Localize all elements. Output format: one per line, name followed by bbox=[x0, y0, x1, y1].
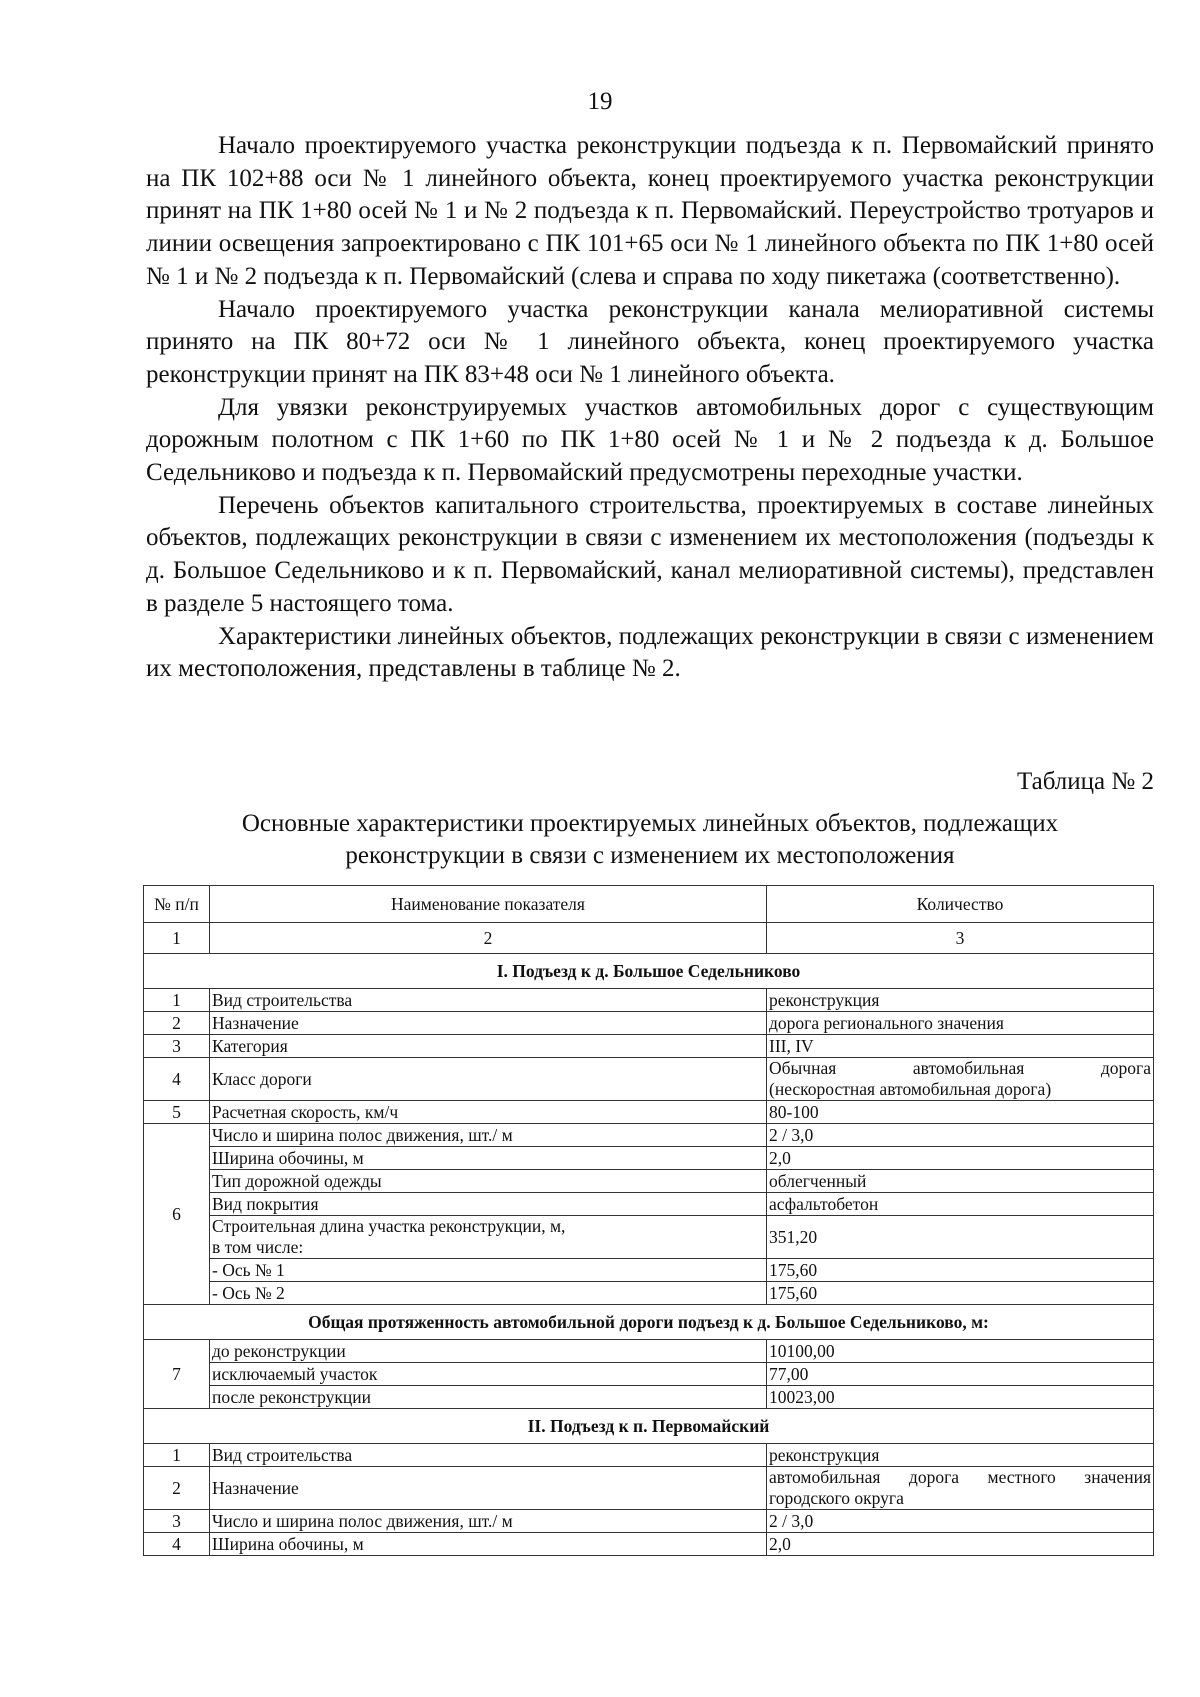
paragraph-5: Характеристики линейных объектов, подлежащих реконструкции в связи с изменением их местоположения, представлены в таблице № 2. bbox=[146, 622, 1154, 683]
row-value: асфальтобетон bbox=[767, 1193, 1154, 1216]
row-value bbox=[767, 1467, 1154, 1510]
table-row bbox=[144, 1533, 1154, 1556]
row-name: Расчетная скорость, км/ч bbox=[210, 1101, 767, 1124]
row-value: 2,0 bbox=[767, 1147, 1154, 1170]
row-number: 1 bbox=[144, 1444, 210, 1467]
row-number: 3 bbox=[144, 1035, 210, 1058]
row-number: 4 bbox=[144, 1533, 210, 1556]
paragraph-1: Начало проектируемого участка реконструкции подъезда к п. Первомайский принято на ПК 102+88 оси № 1 линейного объекта, конец проектируемого участка реконструкции принят на ПК 1+80 осей № 1 и № 2 подъезда к п. Первомайский. Переустройство тротуаров и линии освещения запроектировано с ПК 101+65 оси № 1 линейного объекта по ПК 1+80 осей № 1 и № 2 подъезда к п. Первомайский (слева и справа по ходу пикетажа (соответственно). bbox=[146, 132, 1154, 290]
table-index-row bbox=[144, 923, 1154, 954]
table-row bbox=[144, 1012, 1154, 1035]
row-name: Вид строительства bbox=[210, 989, 767, 1012]
table-row bbox=[144, 1340, 1154, 1363]
table-label: Таблица № 2 bbox=[1016, 768, 1154, 795]
row-value: облегченный bbox=[767, 1170, 1154, 1193]
table-row bbox=[144, 1444, 1154, 1467]
table-row bbox=[144, 1101, 1154, 1124]
table-row bbox=[144, 1510, 1154, 1533]
row-name bbox=[210, 1216, 767, 1259]
row-name: Ширина обочины, м bbox=[210, 1533, 767, 1556]
row-name: Вид покрытия bbox=[210, 1193, 767, 1216]
row-name: Число и ширина полос движения, шт./ м bbox=[210, 1124, 767, 1147]
paragraph-2: Начало проектируемого участка реконструкции канала мелиоративной системы принято на ПК 80+72 оси № 1 линейного объекта, конец проектируемого участка реконструкции принят на ПК 83+48 оси № 1 линейного объекта. bbox=[146, 295, 1154, 388]
table-row bbox=[144, 1386, 1154, 1409]
row-name: после реконструкции bbox=[210, 1386, 767, 1409]
paragraph-4: Перечень объектов капитального строительства, проектируемых в составе линейных объектов, подлежащих реконструкции в связи с изменением их местоположения (подъезды к д. Большое Седельниково и к п. Первомайский, канал мелиоративной системы), представлен в разделе 5 настоящего тома. bbox=[146, 491, 1154, 617]
row-value-line-2: (нескоростная автомобильная дорога) bbox=[769, 1079, 1052, 1099]
table-row bbox=[144, 989, 1154, 1012]
row-name: Число и ширина полос движения, шт./ м bbox=[210, 1510, 767, 1533]
table-row bbox=[144, 1035, 1154, 1058]
row-name: до реконструкции bbox=[210, 1340, 767, 1363]
row-name-line-1: Строительная длина участка реконструкции, м, bbox=[212, 1216, 566, 1236]
row-value: дорога регионального значения bbox=[767, 1012, 1154, 1035]
body-text bbox=[146, 130, 1154, 686]
table-title bbox=[146, 808, 1154, 872]
table-row bbox=[144, 1467, 1154, 1510]
table-header-row bbox=[144, 886, 1154, 923]
table-row bbox=[144, 1147, 1154, 1170]
row-number: 4 bbox=[144, 1058, 210, 1101]
row-value: 80-100 bbox=[767, 1101, 1154, 1124]
row-value: 10100,00 bbox=[767, 1340, 1154, 1363]
row-number: 2 bbox=[144, 1467, 210, 1510]
table-row bbox=[144, 1124, 1154, 1147]
row-number: 5 bbox=[144, 1101, 210, 1124]
row-name: Назначение bbox=[210, 1467, 767, 1510]
table-row bbox=[144, 1216, 1154, 1259]
row-value: реконструкция bbox=[767, 1444, 1154, 1467]
row-name: Тип дорожной одежды bbox=[210, 1170, 767, 1193]
row-value: реконструкция bbox=[767, 989, 1154, 1012]
index-cell: 2 bbox=[210, 923, 767, 954]
row-number: 2 bbox=[144, 1012, 210, 1035]
row-value: 2,0 bbox=[767, 1533, 1154, 1556]
table-row bbox=[144, 1363, 1154, 1386]
paragraph-3: Для увязки реконструируемых участков автомобильных дорог с существующим дорожным полотном с ПК 1+60 по ПК 1+80 осей № 1 и № 2 подъезда к д. Большое Седельниково и подъезда к п. Первомайский предусмотрены переходные участки. bbox=[146, 393, 1154, 487]
section-1-title: I. Подъезд к д. Большое Седельниково bbox=[144, 954, 1154, 989]
table-row bbox=[144, 1170, 1154, 1193]
row-value: 2 / 3,0 bbox=[767, 1510, 1154, 1533]
row-value-line-1: автомобильная дорога местного значения bbox=[769, 1467, 1151, 1487]
total-length-title: Общая протяженность автомобильной дороги подъезд к д. Большое Седельниково, м: bbox=[144, 1305, 1154, 1340]
section-2-title: II. Подъезд к п. Первомайский bbox=[144, 1409, 1154, 1444]
index-cell: 1 bbox=[144, 923, 210, 954]
row-number: 3 bbox=[144, 1510, 210, 1533]
row-value: 175,60 bbox=[767, 1259, 1154, 1282]
row-name-line-2: в том числе: bbox=[212, 1237, 304, 1257]
total-length-heading-row bbox=[144, 1305, 1154, 1340]
header-number: № п/п bbox=[144, 886, 210, 923]
row-value: III, IV bbox=[767, 1035, 1154, 1058]
row-name: - Ось № 2 bbox=[210, 1282, 767, 1305]
row-name: Категория bbox=[210, 1035, 767, 1058]
row-name: Ширина обочины, м bbox=[210, 1147, 767, 1170]
row-name: Назначение bbox=[210, 1012, 767, 1035]
table-title-line-2: реконструкции в связи с изменением их местоположения bbox=[345, 842, 955, 869]
row-number: 6 bbox=[144, 1124, 210, 1305]
page-number: 19 bbox=[587, 88, 613, 115]
row-value bbox=[767, 1058, 1154, 1101]
table-row bbox=[144, 1058, 1154, 1101]
section-2-heading-row bbox=[144, 1409, 1154, 1444]
row-number: 7 bbox=[144, 1340, 210, 1409]
header-name: Наименование показателя bbox=[210, 886, 767, 923]
table-row bbox=[144, 1282, 1154, 1305]
row-value: 77,00 bbox=[767, 1363, 1154, 1386]
row-number: 1 bbox=[144, 989, 210, 1012]
table-title-line-1: Основные характеристики проектируемых линейных объектов, подлежащих bbox=[241, 810, 1059, 837]
table-row bbox=[144, 1193, 1154, 1216]
section-1-heading-row bbox=[144, 954, 1154, 989]
row-value: 351,20 bbox=[767, 1216, 1154, 1259]
row-value: 175,60 bbox=[767, 1282, 1154, 1305]
row-value: 10023,00 bbox=[767, 1386, 1154, 1409]
row-name: - Ось № 1 bbox=[210, 1259, 767, 1282]
row-value-line-1: Обычная автомобильная дорога bbox=[769, 1058, 1151, 1078]
row-value: 2 / 3,0 bbox=[767, 1124, 1154, 1147]
table-row bbox=[144, 1259, 1154, 1282]
row-name: исключаемый участок bbox=[210, 1363, 767, 1386]
row-name: Вид строительства bbox=[210, 1444, 767, 1467]
row-value-line-2: городского округа bbox=[769, 1488, 904, 1508]
row-name: Класс дороги bbox=[210, 1058, 767, 1101]
index-cell: 3 bbox=[767, 923, 1154, 954]
header-quantity: Количество bbox=[767, 886, 1154, 923]
characteristics-table bbox=[143, 885, 1154, 1556]
